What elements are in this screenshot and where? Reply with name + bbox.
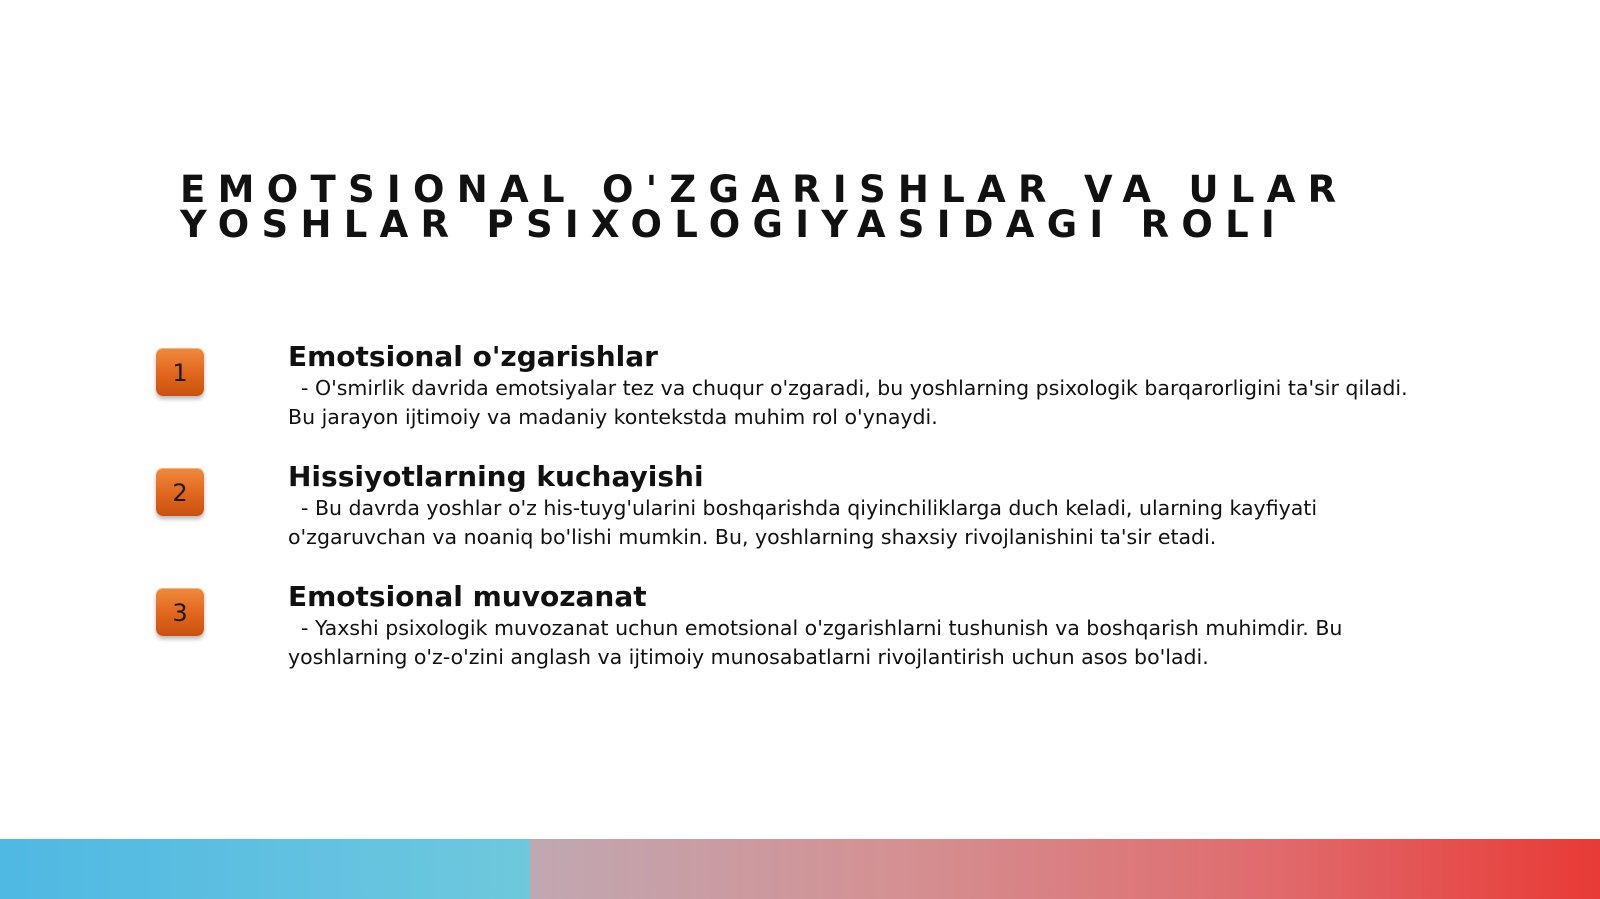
item-text-1: - O'smirlik davrida emotsiyalar tez va chuqur o'zgaradi, bu yoshlarning psixologik barqarorligini ta'sir qiladi. Bu jarayon ijtimoiy va madaniy kontekstda muhim rol o'ynaydi. xyxy=(288,376,1415,429)
item-heading-2: Hissiyotlarning kuchayishi xyxy=(288,460,704,493)
item-heading-3: Emotsional muvozanat xyxy=(288,580,647,613)
item-content-2 xyxy=(288,460,1428,552)
slide-title-line-1: EMOTSIONAL O'ZGARISHLAR VA ULAR xyxy=(180,168,1349,211)
bottom-bar-blue-segment xyxy=(0,839,530,899)
slide-title xyxy=(180,168,1480,246)
item-content-1 xyxy=(288,340,1428,432)
number-badge-1: 1 xyxy=(156,348,204,396)
number-badge-3: 3 xyxy=(156,588,204,636)
bottom-decorative-bar xyxy=(0,839,1600,899)
item-heading-1: Emotsional o'zgarishlar xyxy=(288,340,658,373)
slide-title-line-2: YOSHLAR PSIXOLOGIYASIDAGI ROLI xyxy=(180,203,1288,246)
item-text-2: - Bu davrda yoshlar o'z his-tuyg'ularini boshqarishda qiyinchiliklarga duch keladi, ularning kayfiyati o'zgaruvchan va noaniq bo'lishi mumkin. Bu, yoshlarning shaxsiy rivojlanishini ta'sir etadi. xyxy=(288,496,1324,549)
number-badge-2: 2 xyxy=(156,468,204,516)
item-content-3 xyxy=(288,580,1428,672)
bottom-bar-gradient-segment xyxy=(530,839,1600,899)
item-text-3: - Yaxshi psixologik muvozanat uchun emotsional o'zgarishlarni tushunish va boshqarish muhimdir. Bu yoshlarning o'z-o'zini anglash va ijtimoiy munosabatlarni rivojlantirish uchun asos bo'ladi. xyxy=(288,616,1349,669)
